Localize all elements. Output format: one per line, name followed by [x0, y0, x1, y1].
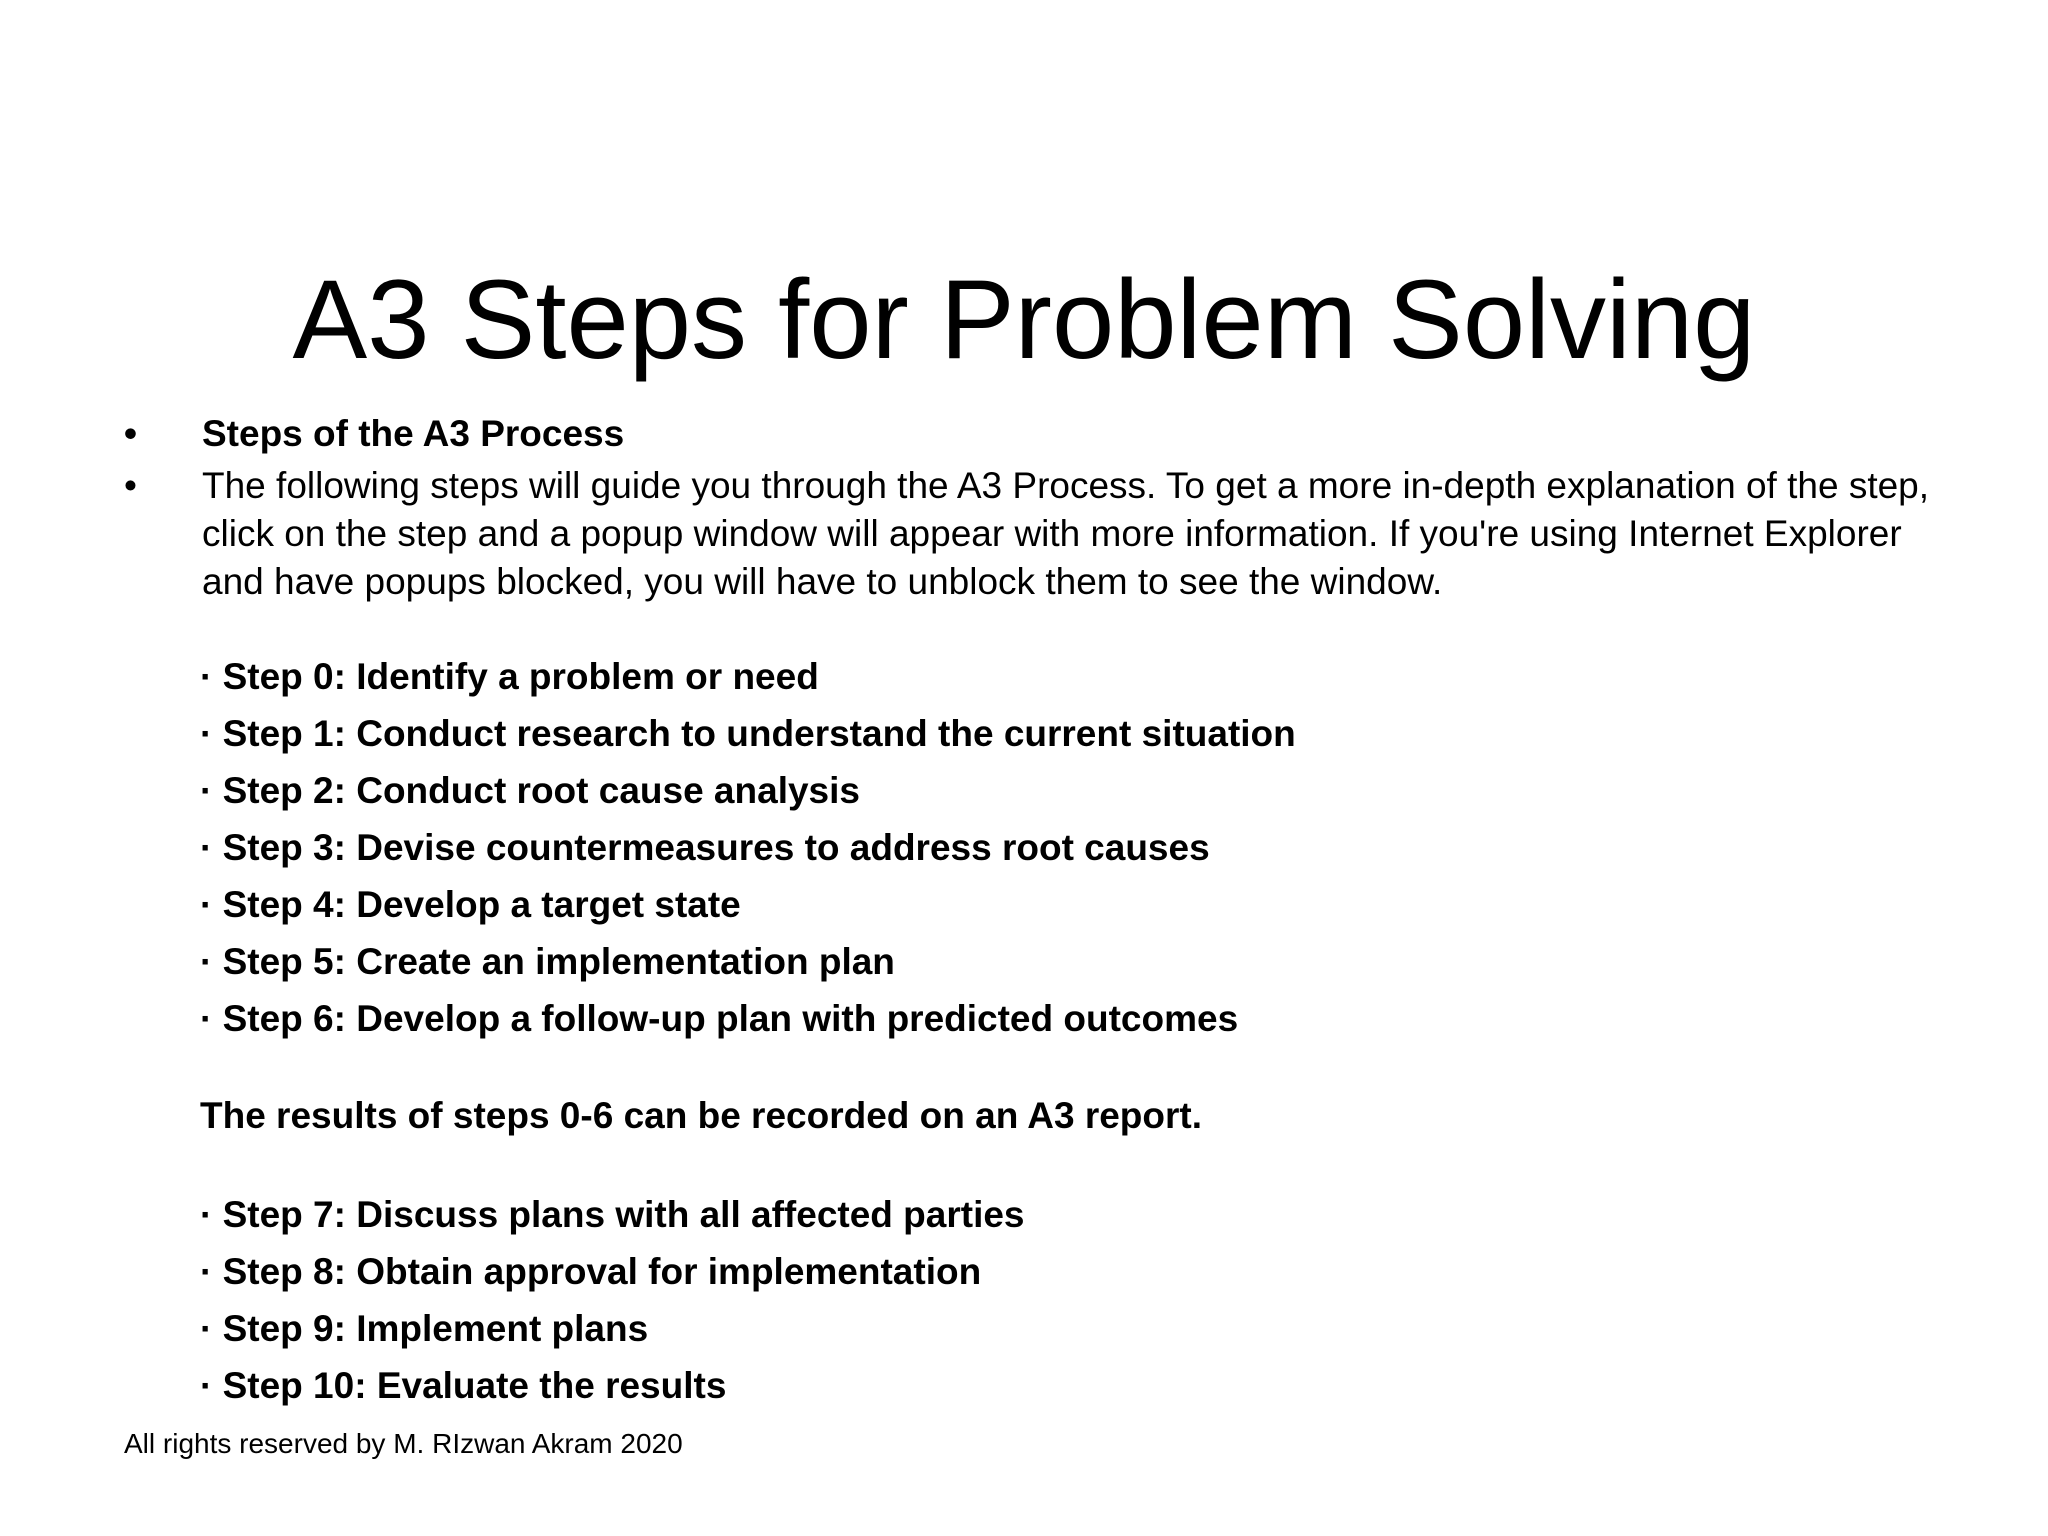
copyright-footer: All rights reserved by M. RIzwan Akram 2020	[124, 1428, 683, 1459]
step-item[interactable]: · Step 3: Devise countermeasures to address root causes	[200, 827, 1210, 868]
bullet-text: The following steps will guide you through the A3 Process. To get a more in-depth explanation of the step, click on the step and a popup window will appear with more information. If you're using Internet Explorer and have popups blocked, you will have to unblock them to see the window.	[202, 465, 1930, 602]
steps-list-7-10	[200, 1186, 1025, 1414]
step-item[interactable]: · Step 4: Develop a target state	[200, 884, 741, 925]
step-item[interactable]: · Step 7: Discuss plans with all affected parties	[200, 1194, 1025, 1235]
steps-list-0-6	[200, 648, 1296, 1047]
step-item[interactable]: · Step 10: Evaluate the results	[200, 1365, 727, 1406]
step-item[interactable]: · Step 8: Obtain approval for implementation	[200, 1251, 982, 1292]
summary-text: The results of steps 0-6 can be recorded on an A3 report.	[200, 1095, 1202, 1136]
step-item[interactable]: · Step 5: Create an implementation plan	[200, 941, 895, 982]
bullet-text: Steps of the A3 Process	[202, 413, 625, 454]
bullet-item	[120, 462, 1940, 606]
step-item[interactable]: · Step 9: Implement plans	[200, 1308, 649, 1349]
bullet-marker: •	[124, 465, 137, 506]
step-item[interactable]: · Step 2: Conduct root cause analysis	[200, 770, 860, 811]
bullet-item	[120, 410, 1940, 458]
bullet-list	[120, 410, 1940, 606]
step-item[interactable]: · Step 6: Develop a follow-up plan with predicted outcomes	[200, 998, 1239, 1039]
bullet-marker: •	[124, 413, 137, 454]
slide-title: A3 Steps for Problem Solving	[292, 257, 1756, 382]
step-item[interactable]: · Step 1: Conduct research to understand the current situation	[200, 713, 1296, 754]
step-item[interactable]: · Step 0: Identify a problem or need	[200, 656, 819, 697]
